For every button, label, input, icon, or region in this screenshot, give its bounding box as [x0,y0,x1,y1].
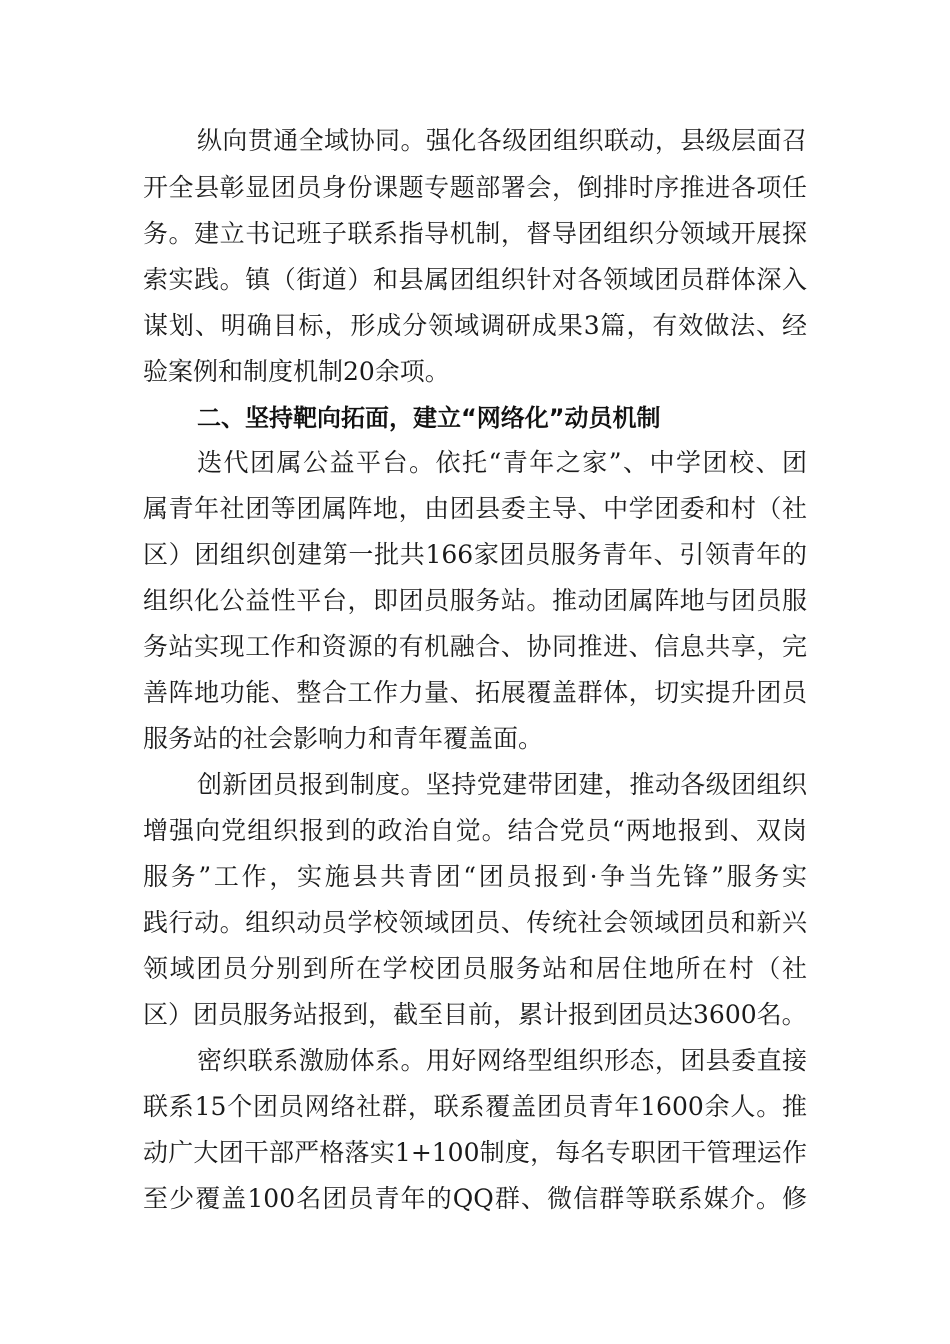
paragraph-line: 动广大团干部严格落实1+100制度，每名专职团干管理运作 [143,1138,807,1167]
paragraph-line: 践行动。组织动员学校领域团员、传统社会领域团员和新兴 [143,908,807,937]
paragraph-line: 密织联系激励体系。用好网络型组织形态，团县委直接 [197,1046,807,1075]
paragraph-line: 谋划、明确目标，形成分领域调研成果3篇，有效做法、经 [143,311,807,340]
paragraph-line: 索实践。镇（街道）和县属团组织针对各领域团员群体深入 [143,265,807,294]
paragraph-line: 增强向党组织报到的政治自觉。结合党员“两地报到、双岗 [143,816,807,845]
paragraph-line: 领域团员分别到所在学校团员服务站和居住地所在村（社 [143,954,807,983]
paragraph-line: 区）团员服务站报到，截至目前，累计报到团员达3600名。 [143,1000,807,1029]
paragraph-line: 务站实现工作和资源的有机融合、协同推进、信息共享，完 [143,632,807,661]
paragraph-line: 服务站的社会影响力和青年覆盖面。 [143,724,544,753]
paragraph-line: 务。建立书记班子联系指导机制，督导团组织分领域开展探 [143,219,807,248]
paragraph-line: 至少覆盖100名团员青年的QQ群、微信群等联系媒介。修 [143,1184,807,1213]
paragraph-line: 联系15个团员网络社群，联系覆盖团员青年1600余人。推 [143,1092,807,1121]
paragraph-line: 验案例和制度机制20余项。 [143,357,450,386]
paragraph-line: 区）团组织创建第一批共166家团员服务青年、引领青年的 [143,540,807,569]
paragraph-line: 组织化公益性平台，即团员服务站。推动团属阵地与团员服 [143,586,807,615]
paragraph-line: 开全县彰显团员身份课题专题部署会，倒排时序推进各项任 [143,173,807,202]
section-heading: 二、坚持靶向拓面，建立“网络化”动员机制 [197,404,661,432]
paragraph-line: 纵向贯通全域协同。强化各级团组织联动，县级层面召 [197,126,807,155]
paragraph-line: 迭代团属公益平台。依托“青年之家”、中学团校、团 [197,448,807,477]
paragraph-line: 善阵地功能、整合工作力量、拓展覆盖群体，切实提升团员 [143,678,807,707]
paragraph-line: 创新团员报到制度。坚持党建带团建，推动各级团组织 [197,770,807,799]
paragraph-line: 属青年社团等团属阵地，由团县委主导、中学团委和村（社 [143,494,807,523]
paragraph-line: 服务”工作，实施县共青团“团员报到·争当先锋”服务实 [143,862,807,891]
